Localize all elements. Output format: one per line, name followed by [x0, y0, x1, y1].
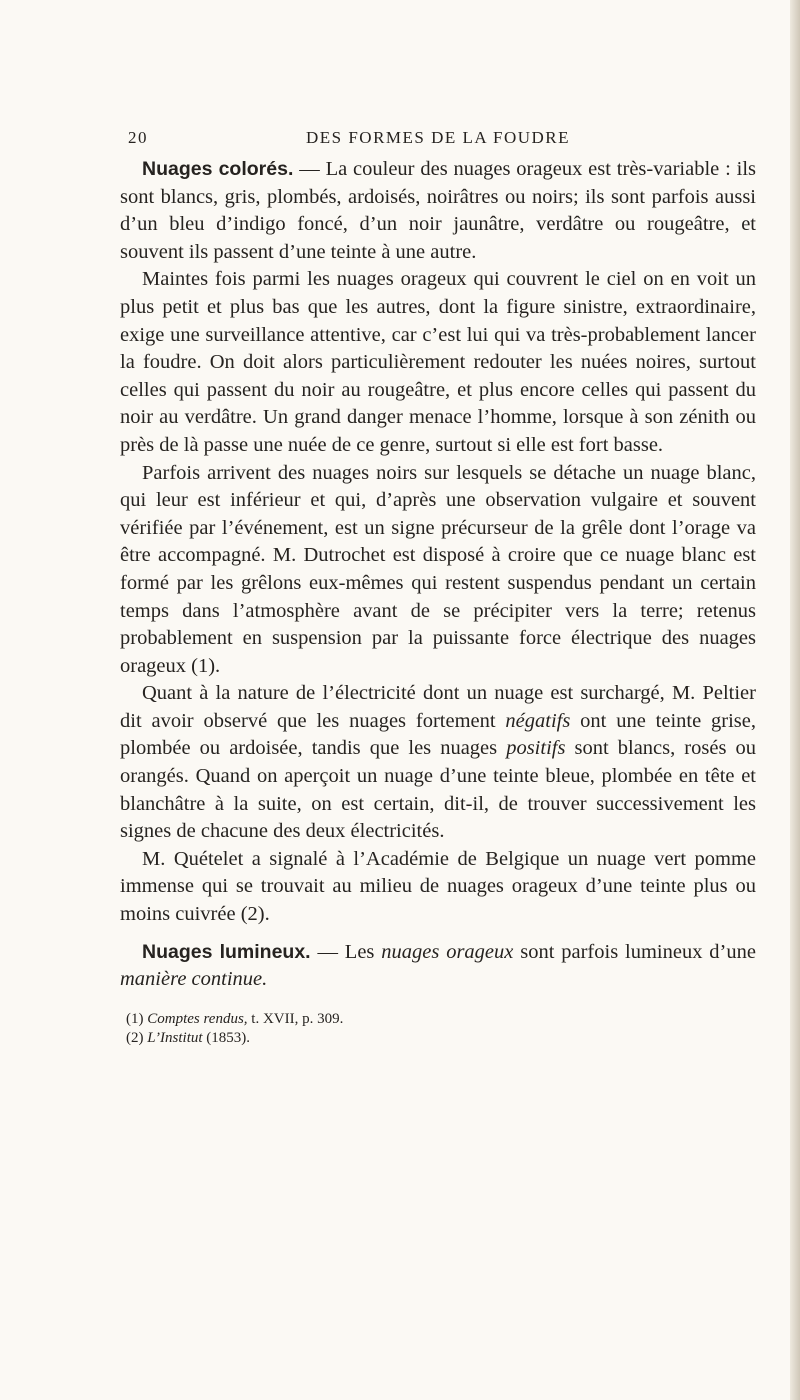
paragraph-electricite: [120, 680, 756, 846]
text-part: sont blancs, rosés ou orangés. Quand on aperçoit un nuage d’une teinte bleue, plombée en tête et blanchâtre à la suite, on est certain, dit-il, de trouver successivement les signes de chacune des deux électricités.: [120, 737, 756, 843]
footnote-number: (1): [126, 1010, 148, 1027]
paragraph-nuees-noires: Maintes fois parmi les nuages orageux qui couvrent le ciel on en voit un plus petit et plus bas que les autres, dont la figure sinistre, extraordinaire, exige une surveillance attentive, car c’est lui qui va très-probablement lancer la foudre. On doit alors particulièrement redouter les nuées noires, surtout celles qui passent du noir au rougeâtre, et plus encore celles qui passent du noir au verdâtre. Un grand danger menace l’homme, lorsque à son zénith ou près de là passe une nuée de ce genre, surtout si elle est fort basse.: [120, 268, 756, 456]
footnotes: [120, 1010, 756, 1048]
footnote-1: [120, 1010, 756, 1029]
italic-term-nuages-orageux: nuages orageux: [381, 940, 514, 963]
paragraph-nuages-colores: [120, 156, 756, 266]
section-gap: [120, 929, 756, 939]
paragraph-text: — La couleur des nuages orageux est très-variable : ils sont blancs, gris, plombés, ardoisés, noirâtres ou noirs; ils sont parfois aussi d’un bleu d’indigo foncé, d’un noir jaunâtre, verdâtre ou rougeâtre, et souvent ils passent d’une teinte à une autre.: [120, 158, 756, 263]
book-page: [120, 128, 756, 1048]
paragraph-quetelet: M. Quételet a signalé à l’Académie de Belgique un nuage vert pomme immense qui se trouvait au milieu de nuages orageux d’une teinte plus ou moins cuivrée (2).: [120, 847, 756, 926]
paragraph-grele: Parfois arrivent des nuages noirs sur lesquels se détache un nuage blanc, qui leur est inférieur et qui, d’après une observation vulgaire et souvent vérifiée par l’événement, est un signe précurseur de la grêle dont l’orage va être accompagné. M. Dutrochet est disposé à croire que ce nuage blanc est formé par les grêlons eux-mêmes qui restent suspendus pendant un certain temps dans l’atmosphère avant de se précipiter vers la terre; retenus probablement en suspension par la puissante force électrique des nuages orageux (1).: [120, 461, 756, 677]
footnote-2: [120, 1029, 756, 1048]
footnote-source-title: L’Institut: [147, 1029, 203, 1046]
text-part: — Les: [310, 940, 382, 963]
italic-term-positifs: positifs: [506, 737, 566, 760]
running-title: DES FORMES DE LA FOUDRE: [305, 128, 571, 147]
paragraph-nuages-lumineux: [120, 939, 756, 994]
footnote-source-title: Comptes rendus,: [147, 1010, 248, 1027]
text-part: sont parfois lumineux d’une: [513, 940, 756, 963]
text-part: Quant à la nature de l’électricité dont un nuage est surchargé, M. Peltier dit avoir observé que les nuages fortement: [120, 682, 756, 732]
text-part: ont une teinte grise, plombée ou ardoisée, tandis que les nuages: [120, 709, 757, 760]
page-number: 20: [128, 128, 148, 147]
footnote-number: (2): [126, 1029, 148, 1046]
section-title-nuages-lumineux: Nuages lumineux.: [142, 940, 311, 963]
italic-term-maniere-continue: manière continue.: [120, 968, 268, 991]
page-edge-shadow: [790, 0, 800, 1400]
footnote-reference: t. XVII, p. 309.: [247, 1010, 344, 1027]
running-head: [120, 128, 756, 150]
italic-term-negatifs: négatifs: [505, 709, 571, 732]
footnote-reference: (1853).: [202, 1029, 251, 1046]
section-title-nuages-colores: Nuages colorés.: [142, 158, 294, 180]
